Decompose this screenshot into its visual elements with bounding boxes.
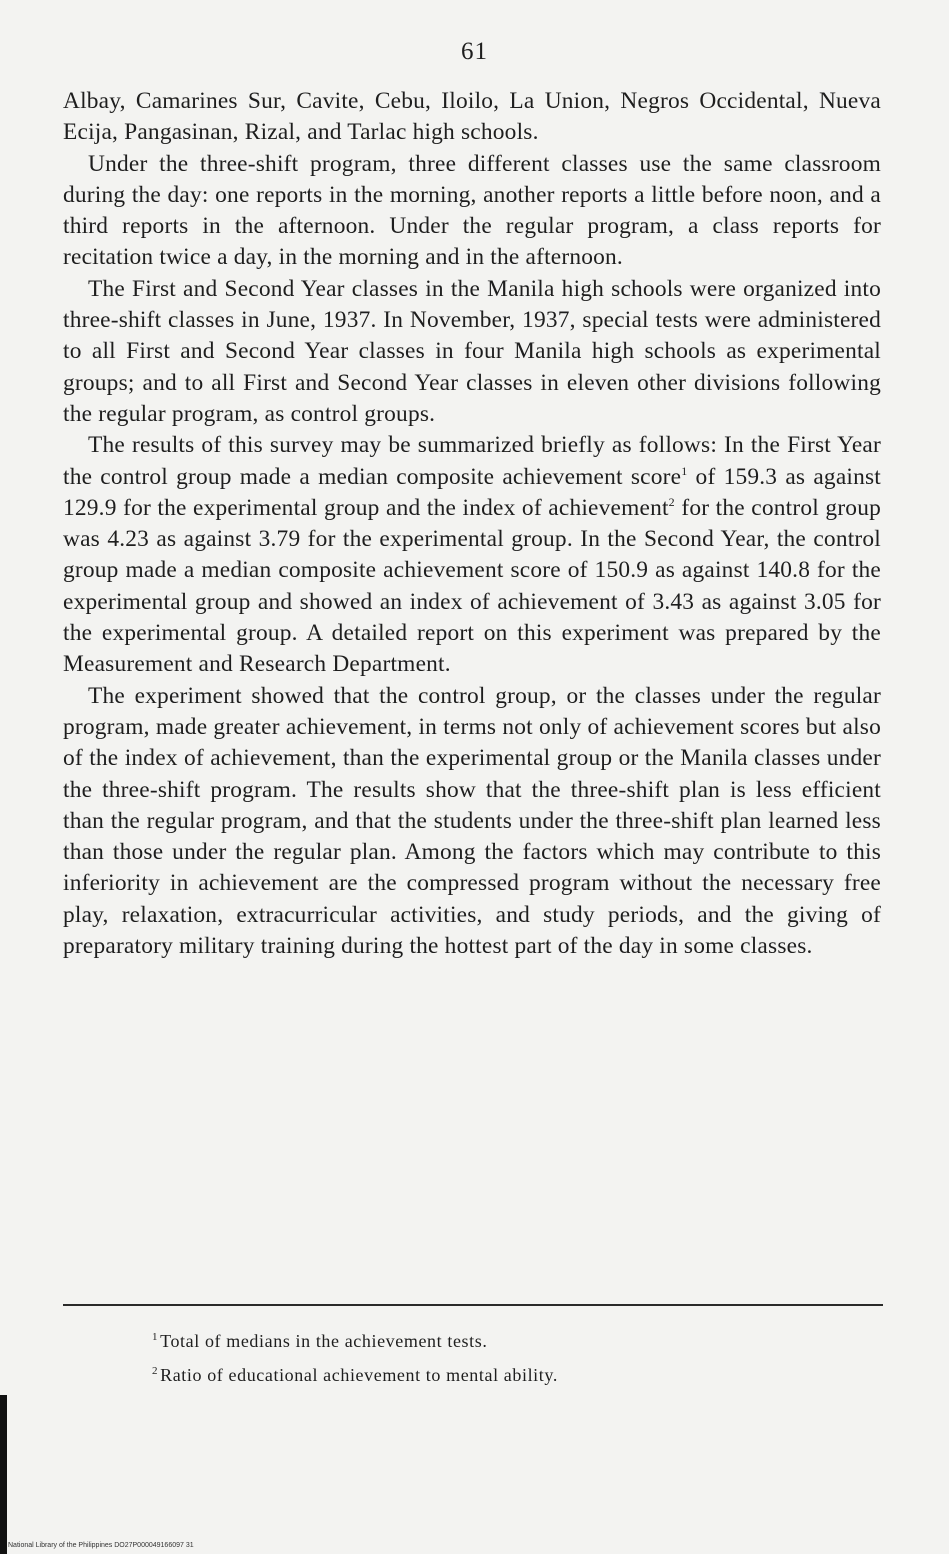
paragraph-text: of 159.3 as against 129.9 for the experimental group and the index of achievement — [63, 463, 881, 521]
footnote-mark: 2 — [152, 1365, 159, 1377]
body-text — [63, 86, 881, 962]
footnote-ref[interactable]: 1 — [681, 463, 688, 478]
paragraph: Albay, Camarines Sur, Cavite, Cebu, Iloilo, La Union, Negros Occidental, Nueva Ecija, Pangasinan, Rizal, and Tarlac high schools. — [63, 88, 881, 146]
footnote — [152, 1322, 852, 1356]
footnotes — [152, 1322, 852, 1390]
paragraph: The First and Second Year classes in the Manila high schools were organized into three-shift classes in June, 1937. In November, 1937, special tests were administered to all First and Second Year classes in four Manila high schools as experimental groups; and to all First and Second Year classes in eleven other divisions following the regular program, as control groups. — [63, 275, 881, 427]
paragraph-text: The results of this survey may be summarized briefly as follows: In the First Year the control group made a median composite achievement score — [63, 432, 881, 490]
footnote — [152, 1356, 852, 1390]
paragraph: The experiment showed that the control group, or the classes under the regular program, made greater achievement, in terms not only of achievement scores but also of the index of achievement, than the experimental group or the Manila classes under the three-shift program. The results show that the three-shift plan is less efficient than the regular program, and that the students under the three-shift plan learned less than those under the regular plan. Among the factors which may contribute to this inferiority in achievement are the compressed program without the necessary free play, relaxation, extracurricular activities, and study periods, and the giving of preparatory military training during the hottest part of the day in some classes. — [63, 682, 881, 960]
paragraph: Under the three-shift program, three different classes use the same classroom during the day: one reports in the morning, another reports a little before noon, and a third reports in the afternoon. Under the regular program, a class reports for recitation twice a day, in the morning and in the afternoon. — [63, 150, 881, 271]
paragraph — [63, 430, 881, 680]
page-number: 61 — [461, 38, 488, 65]
scan-edge — [0, 1395, 7, 1554]
paragraph-text: for the control group was 4.23 as against 3.79 for the experimental group. In the Second Year, the control group made a median composite achievement score of 150.9 as against 140.8 for the experimental group and showed an index of achievement of 3.43 as against 3.05 for the experimental group. A detailed report on this experiment was prepared by the Measurement and Research Department. — [63, 494, 881, 678]
library-watermark: National Library of the Philippines DO27P000049166097 31 — [8, 1542, 194, 1549]
footnote-ref[interactable]: 2 — [668, 495, 675, 510]
footnote-divider — [63, 1304, 883, 1306]
footnote-mark: 1 — [152, 1331, 159, 1343]
footnote-text: Total of medians in the achievement tests. — [160, 1331, 488, 1351]
footnote-text: Ratio of educational achievement to mental ability. — [160, 1365, 558, 1385]
